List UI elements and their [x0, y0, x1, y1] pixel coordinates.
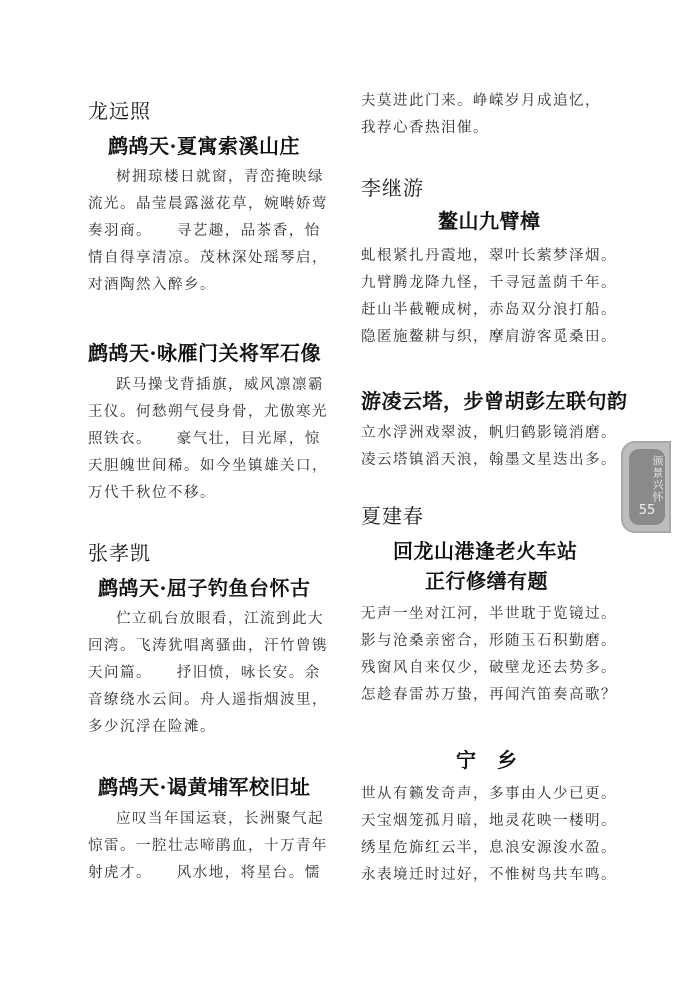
poem-line: 无声一坐对江河，半世耽于览镜过。 — [361, 606, 617, 622]
poem-title-ningxiang: 宁 乡 — [456, 748, 518, 772]
poem-line: 永表境迁时过好，不惟树鸟共车鸣。 — [361, 867, 617, 883]
poem-line: 残窗风自来仅少，破壁龙还去势多。 — [361, 660, 617, 676]
poem-line: 流光。晶莹晨露滋花草，婉啭娇莺 — [88, 196, 328, 212]
poem-title-huilongshan-line2: 正行修缮有题 — [425, 569, 548, 593]
poem-line: 虬根紧扎丹霞地，翠叶长萦梦泽烟。 — [361, 248, 617, 264]
poem-line: 照铁衣。 豪气壮，目光犀，惊 — [88, 431, 321, 447]
author-long-yuanzhao: 龙远照 — [88, 99, 151, 123]
poem-line: 夫莫进此门来。峥嵘岁月成追忆， — [361, 93, 601, 109]
poem-body-ningxiang — [361, 781, 621, 889]
poem-line: 音缭绕水云间。舟人遥指烟波里， — [88, 692, 328, 708]
poem-line: 伫立矶台放眼看，江流到此大 — [116, 611, 324, 627]
poem-title-huangpu: 鹧鸪天·谒黄埔军校旧址 — [98, 775, 311, 799]
chapter-tab — [621, 441, 671, 533]
poem-line: 影与沧桑亲密合，形随玉石积勤磨。 — [361, 633, 617, 649]
poem-body-huangpu-continued — [361, 88, 621, 142]
poem-body-quzi-diaoyutai — [88, 606, 348, 741]
poem-title-xia-yu-suoxi: 鹧鸪天·夏寓索溪山庄 — [108, 134, 300, 158]
author-li-jiyou: 李继游 — [361, 176, 424, 200]
poem-line: 奏羽商。 寻艺趣，品茶香，怡 — [88, 223, 321, 239]
poem-line: 树拥琼楼日就窗，青峦掩映绿 — [116, 169, 324, 185]
poem-title-huilongshan-line1: 回龙山港逢老火车站 — [393, 539, 578, 563]
poem-title-lingyunta: 游凌云塔，步曾胡彭左联句韵 — [361, 389, 628, 413]
poem-body-lingyunta — [361, 420, 621, 474]
poem-line: 万代千秋位不移。 — [88, 485, 216, 501]
poem-title-aoshan-jiubizhang: 鳌山九臂樟 — [438, 209, 541, 233]
page-number: 55 — [638, 503, 656, 518]
poem-line: 怎趁春雷苏万蛰，再闻汽笛奏高歌？ — [361, 687, 617, 703]
poem-line: 回湾。飞涛犹唱离骚曲，汗竹曾镌 — [88, 638, 328, 654]
chapter-tab-inner — [629, 449, 665, 525]
poem-body-yanmenguan — [88, 372, 348, 507]
poem-line: 凌云塔镇滔天浪，翰墨文星迭出多。 — [361, 452, 617, 468]
poem-line: 多少沉浮在险滩。 — [88, 719, 216, 735]
poem-line: 天问篇。 抒旧愤，咏长安。余 — [88, 665, 321, 681]
poem-line: 情自得享清凉。茂林深处瑶琴启， — [88, 250, 328, 266]
poem-line: 王仪。何愁朔气侵身骨，尤傲寒光 — [88, 404, 328, 420]
poem-line: 绣星危旆红云半，息浪安源浚水盈。 — [361, 840, 617, 856]
poem-line: 对酒陶然入醉乡。 — [88, 277, 216, 293]
poem-line: 天胆魄世间稀。如今坐镇雄关口， — [88, 458, 328, 474]
poem-line: 九臂腾龙降九怪，千寻冠盖荫千年。 — [361, 275, 617, 291]
poem-line: 隐匿施鳌耕与织，摩肩游客觅桑田。 — [361, 329, 617, 345]
poem-line: 我荐心香热泪催。 — [361, 120, 489, 136]
chapter-tab-label: 颁景兴怀 — [651, 455, 664, 503]
poem-line: 应叹当年国运衰，长洲聚气起 — [116, 811, 324, 827]
poem-body-aoshan-jiubizhang — [361, 243, 621, 351]
poem-line: 赶山半截鞭成树，赤岛双分浪打船。 — [361, 302, 617, 318]
poem-line: 跃马操戈背插旗，威风凛凛霸 — [116, 377, 324, 393]
author-xia-jianchun: 夏建春 — [361, 504, 424, 528]
poem-body-huilongshan — [361, 601, 621, 709]
poem-title-yanmenguan: 鹧鸪天·咏雁门关将军石像 — [88, 341, 321, 365]
poem-line: 立水浮洲戏翠波，帆归鹤影镜消磨。 — [361, 425, 617, 441]
poem-title-quzi-diaoyutai: 鹧鸪天·屈子钓鱼台怀古 — [98, 576, 311, 600]
poem-line: 世从有籁发奇声，多事由人少已更。 — [361, 786, 617, 802]
author-zhang-xiaokai: 张孝凯 — [88, 541, 151, 565]
poem-line: 天宝烟笼孤月暗，地灵花映一楼明。 — [361, 813, 617, 829]
poem-body-xia-yu-suoxi — [88, 164, 348, 299]
poem-line: 射虎才。 风水地，将星台。懦 — [88, 865, 321, 881]
poem-line: 惊雷。一腔壮志啼鹃血，十万青年 — [88, 838, 328, 854]
poem-body-huangpu — [88, 806, 348, 887]
